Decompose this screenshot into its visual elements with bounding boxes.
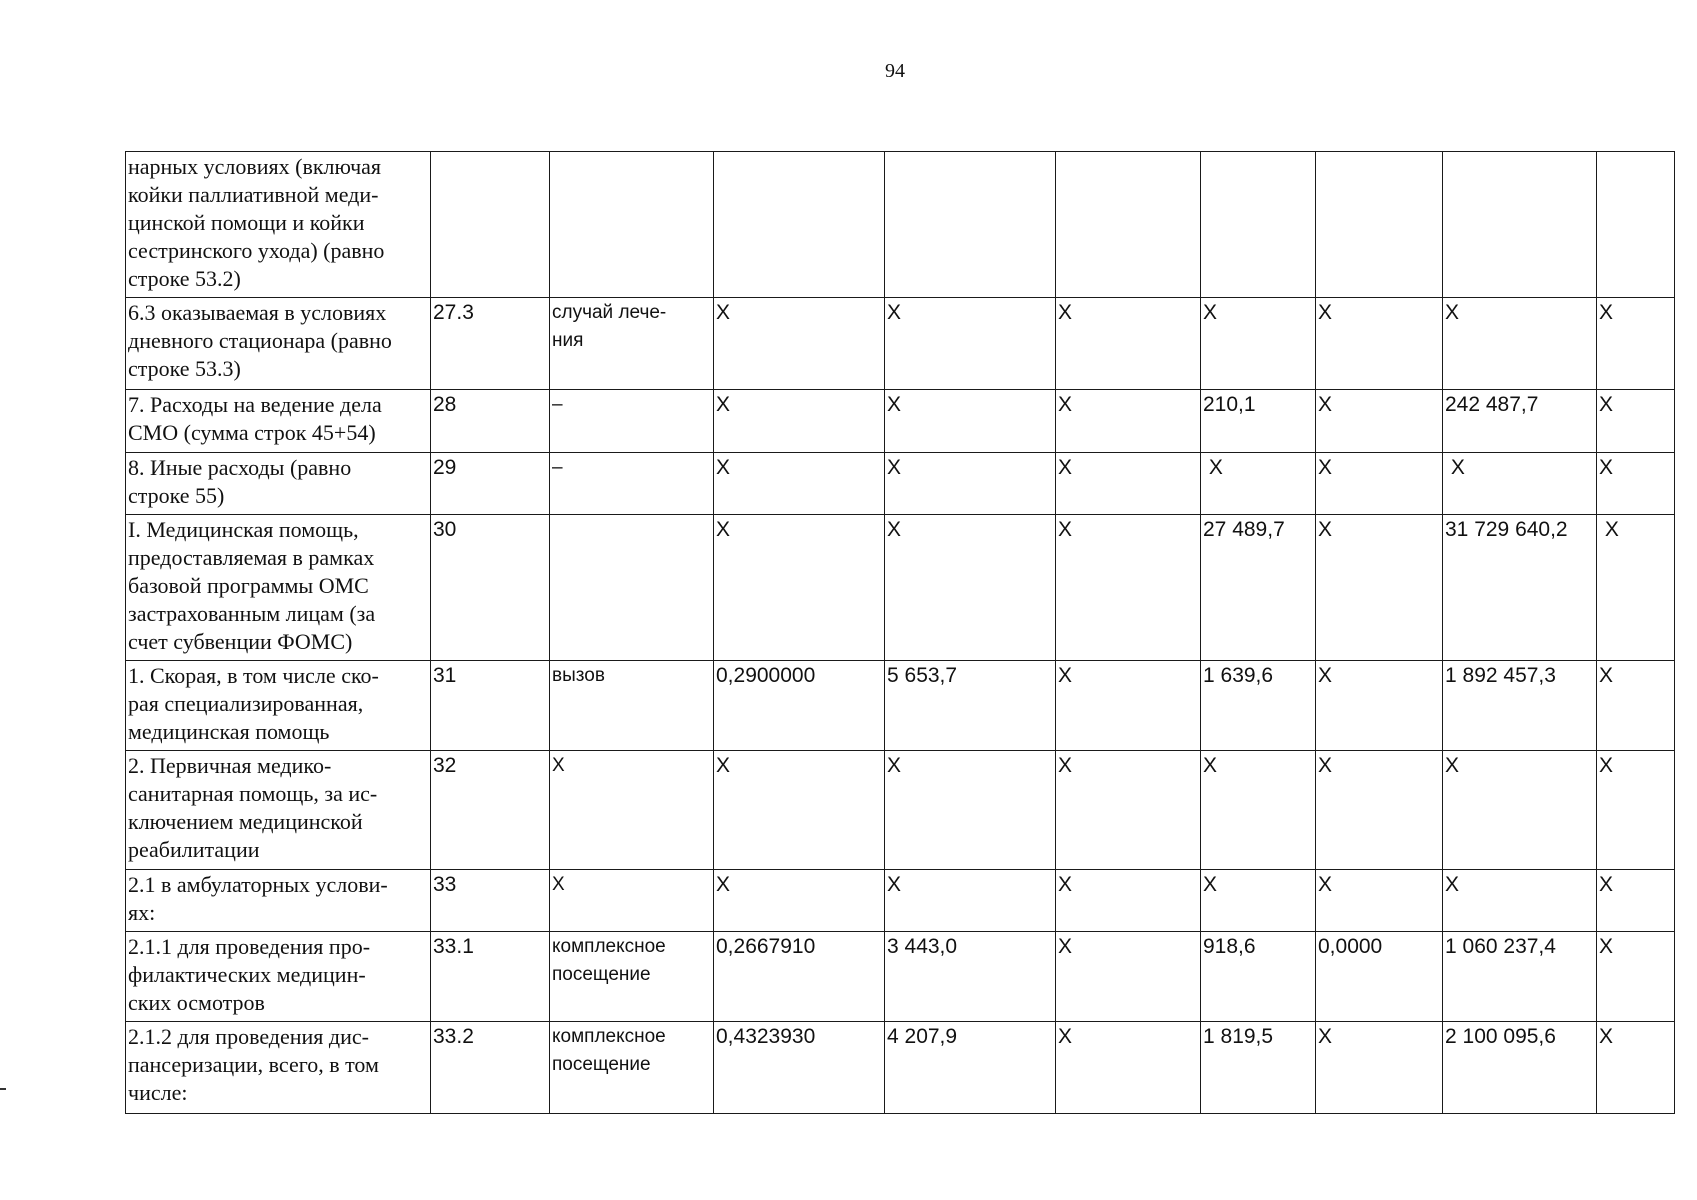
row-c10: X <box>1597 751 1675 870</box>
row-name-line: 2.1.1 для проведения про- <box>128 934 371 959</box>
table-row <box>126 298 1675 390</box>
row-name-line: строке 53.3) <box>128 356 241 381</box>
row-c4: X <box>714 453 885 515</box>
row-c8: X <box>1316 298 1443 390</box>
row-name-line: ских осмотров <box>128 990 265 1015</box>
row-c9: 31 729 640,2 <box>1443 515 1597 661</box>
row-c9 <box>1443 152 1597 298</box>
row-c7: 210,1 <box>1201 390 1316 453</box>
row-c7: X <box>1201 751 1316 870</box>
row-c10: X <box>1597 932 1675 1022</box>
row-c7: 918,6 <box>1201 932 1316 1022</box>
row-name-line: 2. Первичная медико- <box>128 753 332 778</box>
row-unit <box>550 1022 714 1114</box>
row-c5 <box>885 152 1056 298</box>
row-name <box>126 298 431 390</box>
row-c10 <box>1597 152 1675 298</box>
row-name-line: нарных условиях (включая <box>128 154 382 179</box>
row-c6: X <box>1056 932 1201 1022</box>
row-c8: X <box>1316 453 1443 515</box>
row-name-line: строке 53.2) <box>128 266 241 291</box>
row-name-line: 8. Иные расходы (равно <box>128 455 352 480</box>
row-unit <box>550 152 714 298</box>
row-name-line: пансеризации, всего, в том <box>128 1052 379 1077</box>
row-name-line: сестринского ухода) (равно <box>128 238 385 263</box>
row-c9: 1 060 237,4 <box>1443 932 1597 1022</box>
row-name-line: санитарная помощь, за ис- <box>128 781 378 806</box>
row-code: 31 <box>431 661 550 751</box>
row-code: 33 <box>431 870 550 932</box>
table-row <box>126 152 1675 298</box>
row-code: 33.1 <box>431 932 550 1022</box>
row-name-line: реабилитации <box>128 837 260 862</box>
table-row <box>126 932 1675 1022</box>
row-c10: X <box>1597 1022 1675 1114</box>
data-table <box>125 151 1675 1114</box>
row-name-line: предоставляемая в рамках <box>128 545 375 570</box>
row-c9: X <box>1443 870 1597 932</box>
row-name-line: филактических медицин- <box>128 962 366 987</box>
table-row <box>126 515 1675 661</box>
row-c9: 1 892 457,3 <box>1443 661 1597 751</box>
row-c7: X <box>1201 870 1316 932</box>
row-unit-line: комплексное <box>552 936 666 957</box>
row-c10: X <box>1597 390 1675 453</box>
row-c4: X <box>714 390 885 453</box>
row-name <box>126 932 431 1022</box>
row-code: 29 <box>431 453 550 515</box>
row-name-line: койки паллиативной меди- <box>128 182 379 207</box>
row-c6: X <box>1056 298 1201 390</box>
row-name-line: базовой программы ОМС <box>128 573 369 598</box>
row-c9: 242 487,7 <box>1443 390 1597 453</box>
row-name <box>126 870 431 932</box>
row-name-line: застрахованным лицам (за <box>128 601 376 626</box>
row-unit: X <box>550 870 714 932</box>
row-c4: 0,2900000 <box>714 661 885 751</box>
row-c9: X <box>1443 298 1597 390</box>
row-unit: – <box>550 453 714 515</box>
table-row <box>126 661 1675 751</box>
row-unit-line: комплексное <box>552 1026 666 1047</box>
row-name-line: 7. Расходы на ведение дела <box>128 392 382 417</box>
row-c5: X <box>885 390 1056 453</box>
row-code: 28 <box>431 390 550 453</box>
row-c9: X <box>1443 453 1597 515</box>
row-name-line: 1. Скорая, в том числе ско- <box>128 663 379 688</box>
row-c8: X <box>1316 870 1443 932</box>
row-name <box>126 751 431 870</box>
row-c10: X <box>1597 515 1675 661</box>
row-c8: X <box>1316 390 1443 453</box>
row-name-line: дневного стационара (равно <box>128 328 392 353</box>
row-c4: X <box>714 751 885 870</box>
row-unit: – <box>550 390 714 453</box>
page-number: 94 <box>885 60 905 82</box>
row-c6: X <box>1056 390 1201 453</box>
row-code: 27.3 <box>431 298 550 390</box>
row-c5: X <box>885 870 1056 932</box>
row-c7: X <box>1201 298 1316 390</box>
row-c8: X <box>1316 661 1443 751</box>
row-name-line: 2.1 в амбулаторных услови- <box>128 872 388 897</box>
row-c5: X <box>885 298 1056 390</box>
row-name-line: медицинская помощь <box>128 719 330 744</box>
row-unit-line: ния <box>552 330 584 351</box>
row-code: 33.2 <box>431 1022 550 1114</box>
row-c4: X <box>714 515 885 661</box>
row-c5: 4 207,9 <box>885 1022 1056 1114</box>
row-name <box>126 152 431 298</box>
row-c6: X <box>1056 870 1201 932</box>
row-c5: X <box>885 515 1056 661</box>
row-name-line: строке 55) <box>128 483 225 508</box>
row-name <box>126 390 431 453</box>
row-c6: X <box>1056 1022 1201 1114</box>
row-code: 30 <box>431 515 550 661</box>
table-row <box>126 870 1675 932</box>
row-c8: 0,0000 <box>1316 932 1443 1022</box>
row-name-line: рая специализированная, <box>128 691 364 716</box>
row-c10: X <box>1597 453 1675 515</box>
row-c8: X <box>1316 1022 1443 1114</box>
row-unit <box>550 515 714 661</box>
row-unit: вызов <box>550 661 714 751</box>
row-c9: 2 100 095,6 <box>1443 1022 1597 1114</box>
row-name-line: 2.1.2 для проведения дис- <box>128 1024 369 1049</box>
row-c4 <box>714 152 885 298</box>
row-c7: 1 639,6 <box>1201 661 1316 751</box>
row-name <box>126 661 431 751</box>
row-c8 <box>1316 152 1443 298</box>
row-name-line: цинской помощи и койки <box>128 210 365 235</box>
row-c10: X <box>1597 661 1675 751</box>
row-name-line: I. Медицинская помощь, <box>128 517 359 542</box>
row-c9: X <box>1443 751 1597 870</box>
row-c7 <box>1201 152 1316 298</box>
row-c7: 27 489,7 <box>1201 515 1316 661</box>
row-name <box>126 453 431 515</box>
row-c6 <box>1056 152 1201 298</box>
row-c7: 1 819,5 <box>1201 1022 1316 1114</box>
row-c4: 0,2667910 <box>714 932 885 1022</box>
row-c5: X <box>885 751 1056 870</box>
row-c10: X <box>1597 298 1675 390</box>
row-name-line: счет субвенции ФОМС) <box>128 629 353 654</box>
row-name <box>126 1022 431 1114</box>
row-unit <box>550 932 714 1022</box>
row-unit: X <box>550 751 714 870</box>
row-c4: X <box>714 870 885 932</box>
row-name-line: ключением медицинской <box>128 809 363 834</box>
row-c8: X <box>1316 515 1443 661</box>
row-c5: 3 443,0 <box>885 932 1056 1022</box>
row-c7: X <box>1201 453 1316 515</box>
row-unit-line: посещение <box>552 964 651 985</box>
row-name-line: числе: <box>128 1080 188 1105</box>
row-unit-line: посещение <box>552 1054 651 1075</box>
row-c4: 0,4323930 <box>714 1022 885 1114</box>
row-c5: X <box>885 453 1056 515</box>
row-unit-line: случай лече- <box>552 302 667 323</box>
row-name <box>126 515 431 661</box>
row-unit <box>550 298 714 390</box>
row-c6: X <box>1056 751 1201 870</box>
row-name-line: 6.3 оказываемая в условиях <box>128 300 387 325</box>
row-c8: X <box>1316 751 1443 870</box>
row-code: 32 <box>431 751 550 870</box>
table-row <box>126 1022 1675 1114</box>
row-name-line: СМО (сумма строк 45+54) <box>128 420 376 445</box>
row-c6: X <box>1056 661 1201 751</box>
table-row <box>126 751 1675 870</box>
table-row <box>126 390 1675 453</box>
row-c6: X <box>1056 453 1201 515</box>
row-code <box>431 152 550 298</box>
row-c5: 5 653,7 <box>885 661 1056 751</box>
row-c10: X <box>1597 870 1675 932</box>
table-body <box>126 152 1675 1114</box>
stray-mark <box>0 1088 6 1090</box>
row-name-line: ях: <box>128 900 156 925</box>
row-c4: X <box>714 298 885 390</box>
table-row <box>126 453 1675 515</box>
row-c6: X <box>1056 515 1201 661</box>
